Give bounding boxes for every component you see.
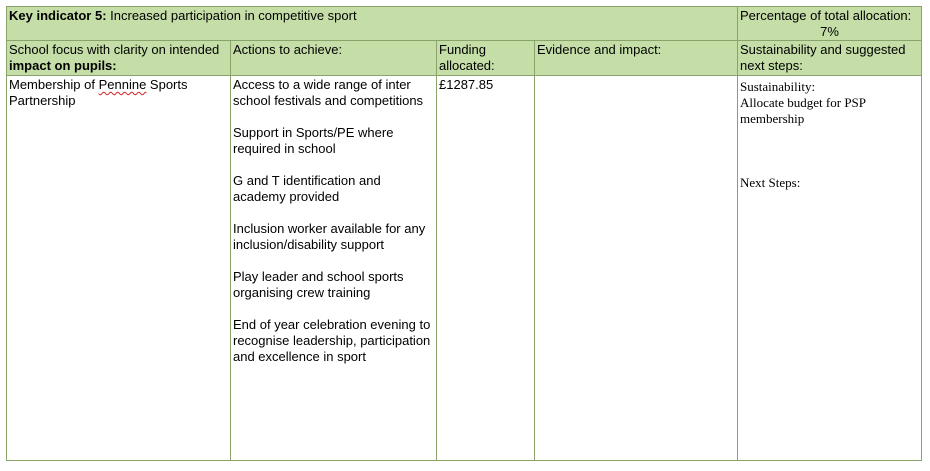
content-row <box>7 76 922 461</box>
allocation-label: Percentage of total allocation: <box>740 8 912 23</box>
action-item: End of year celebration evening to recognise leadership, participation and excellence in sport <box>233 317 431 364</box>
allocation-value: 7% <box>820 24 839 39</box>
action-item: Support in Sports/PE where required in school <box>233 125 394 156</box>
key-indicator-text: Increased participation in competitive sport <box>110 8 357 23</box>
key-indicator-cell <box>7 7 738 41</box>
header-funding: Funding allocated: <box>437 41 535 76</box>
header-school-focus-line1: School focus with clarity on intended <box>9 42 220 57</box>
header-evidence: Evidence and impact: <box>535 41 738 76</box>
title-row <box>7 7 922 41</box>
next-steps-label: Next Steps: <box>740 175 801 190</box>
sustainability-cell <box>738 76 922 461</box>
indicator-sheet <box>6 6 921 461</box>
school-focus-suffix: Sports Partnership <box>9 77 188 108</box>
key-indicator-label: Key indicator 5: <box>9 8 107 23</box>
header-school-focus-line2: impact on pupils: <box>9 58 117 73</box>
header-sustainability: Sustainability and suggested next steps: <box>738 41 922 76</box>
actions-cell <box>231 76 437 461</box>
header-actions: Actions to achieve: <box>231 41 437 76</box>
sustainability-text: Allocate budget for PSP membership <box>740 95 866 126</box>
funding-cell: £1287.85 <box>437 76 535 461</box>
school-focus-cell <box>7 76 231 461</box>
column-header-row <box>7 41 922 76</box>
evidence-cell <box>535 76 738 461</box>
allocation-cell <box>738 7 922 41</box>
header-school-focus <box>7 41 231 76</box>
action-item: Play leader and school sports organising crew training <box>233 269 404 300</box>
action-item: G and T identification and academy provided <box>233 173 381 204</box>
action-item: Access to a wide range of inter school festivals and competitions <box>233 77 424 108</box>
school-focus-prefix: Membership of <box>9 77 99 92</box>
sustainability-label: Sustainability: <box>740 79 816 94</box>
school-focus-spellcheck-word: Pennine <box>98 77 147 92</box>
key-indicator-table <box>6 6 922 461</box>
action-item: Inclusion worker available for any inclusion/disability support <box>233 221 426 252</box>
